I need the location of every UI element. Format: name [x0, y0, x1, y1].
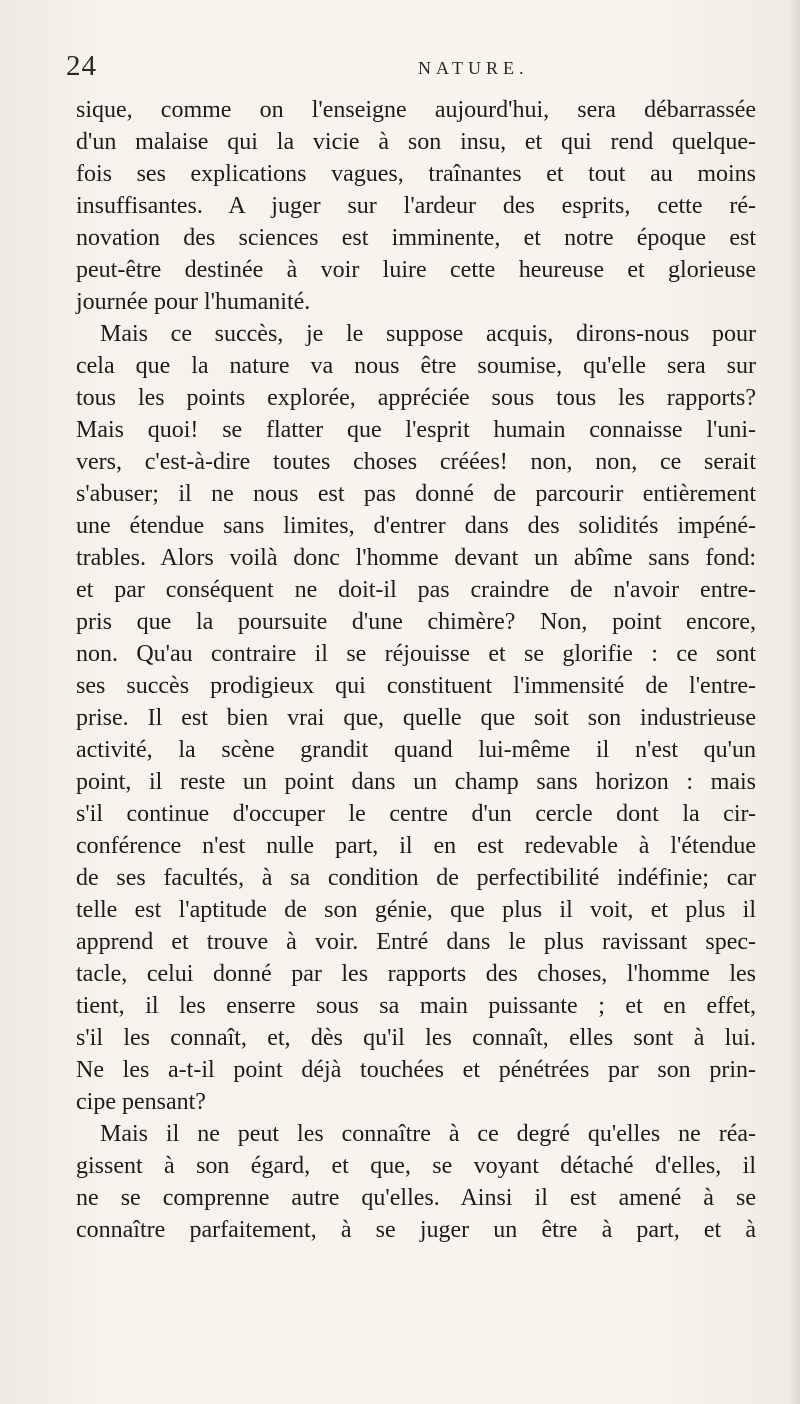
- text-line: point, il reste un point dans un champ sans horizon : mais: [76, 769, 756, 795]
- text-line: apprend et trouve à voir. Entré dans le plus ravissant spec-: [76, 929, 756, 955]
- text-line: activité, la scène grandit quand lui-même il n'est qu'un: [76, 737, 756, 763]
- text-line: tacle, celui donné par les rapports des choses, l'homme les: [76, 961, 756, 987]
- text-line: de ses facultés, à sa condition de perfectibilité indéfinie; car: [76, 865, 756, 891]
- text-line: une étendue sans limites, d'entrer dans des solidités impéné-: [76, 513, 756, 539]
- text-line: fois ses explications vagues, traînantes et tout au moins: [76, 161, 756, 187]
- text-line: Mais il ne peut les connaître à ce degré qu'elles ne réa-: [100, 1121, 756, 1147]
- text-line: tient, il les enserre sous sa main puissante ; et en effet,: [76, 993, 756, 1019]
- page-header: [66, 50, 756, 90]
- page-number: 24: [66, 50, 97, 82]
- body-text: [76, 94, 756, 1246]
- text-line: novation des sciences est imminente, et notre époque est: [76, 225, 756, 251]
- text-line: s'il continue d'occuper le centre d'un cercle dont la cir-: [76, 801, 756, 827]
- text-line: non. Qu'au contraire il se réjouisse et se glorifie : ce sont: [76, 641, 756, 667]
- running-head: NATURE.: [418, 58, 529, 78]
- text-line: s'il les connaît, et, dès qu'il les connaît, elles sont à lui.: [76, 1025, 756, 1051]
- text-line: s'abuser; il ne nous est pas donné de parcourir entièrement: [76, 481, 756, 507]
- text-line: pris que la poursuite d'une chimère? Non, point encore,: [76, 609, 756, 635]
- text-line: cipe pensant?: [76, 1089, 206, 1115]
- text-line: connaître parfaitement, à se juger un être à part, et à: [76, 1217, 756, 1243]
- text-line: sique, comme on l'enseigne aujourd'hui, sera débarrassée: [76, 97, 756, 123]
- text-line: cela que la nature va nous être soumise, qu'elle sera sur: [76, 353, 756, 379]
- text-line: Mais ce succès, je le suppose acquis, dirons-nous pour: [100, 321, 756, 347]
- text-line: ne se comprenne autre qu'elles. Ainsi il est amené à se: [76, 1185, 756, 1211]
- text-line: journée pour l'humanité.: [76, 289, 311, 315]
- text-line: telle est l'aptitude de son génie, que plus il voit, et plus il: [76, 897, 756, 923]
- text-line: gissent à son égard, et que, se voyant détaché d'elles, il: [76, 1153, 756, 1179]
- text-line: trables. Alors voilà donc l'homme devant un abîme sans fond:: [76, 545, 756, 571]
- text-line: conférence n'est nulle part, il en est redevable à l'étendue: [76, 833, 756, 859]
- text-line: Ne les a-t-il point déjà touchées et pénétrées par son prin-: [76, 1057, 756, 1083]
- text-line: peut-être destinée à voir luire cette heureuse et glorieuse: [76, 257, 756, 283]
- text-line: et par conséquent ne doit-il pas craindre de n'avoir entre-: [76, 577, 756, 603]
- text-line: insuffisantes. A juger sur l'ardeur des esprits, cette ré-: [76, 193, 756, 219]
- text-line: ses succès prodigieux qui constituent l'immensité de l'entre-: [76, 673, 756, 699]
- text-line: vers, c'est-à-dire toutes choses créées! non, non, ce serait: [76, 449, 756, 475]
- text-line: d'un malaise qui la vicie à son insu, et qui rend quelque-: [76, 129, 756, 155]
- text-line: Mais quoi! se flatter que l'esprit humain connaisse l'uni-: [76, 417, 756, 443]
- text-line: prise. Il est bien vrai que, quelle que soit son industrieuse: [76, 705, 756, 731]
- text-line: tous les points explorée, appréciée sous tous les rapports?: [76, 385, 756, 411]
- page-edge-shadow: [788, 0, 800, 1404]
